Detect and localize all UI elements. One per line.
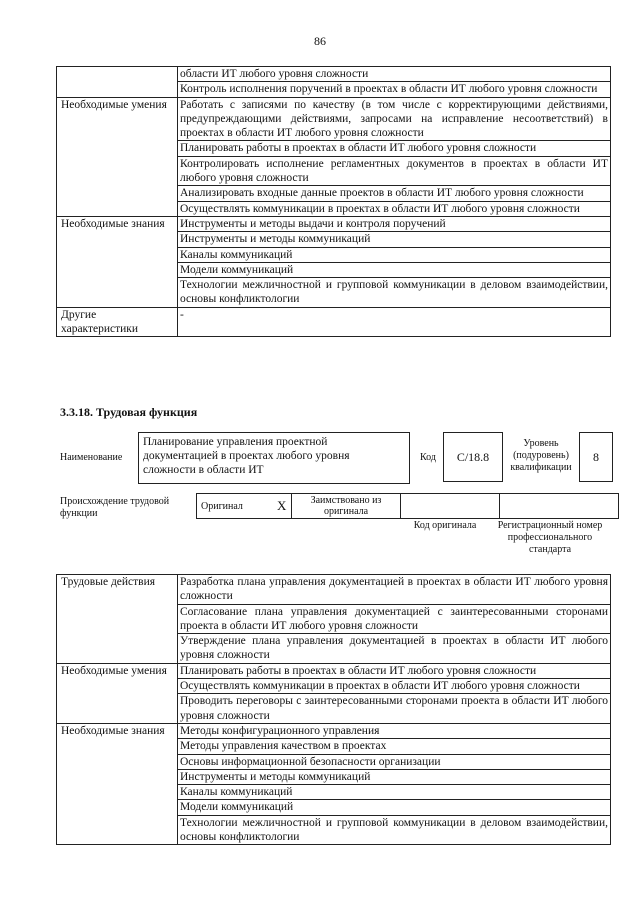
row-text: Технологии межличностной и групповой коммуникации в деловом взаимодействии, основы конфликтологии — [178, 278, 611, 308]
table-row — [57, 723, 611, 738]
row-text: Утверждение плана управления документацией в проектах в области ИТ любого уровня сложности — [178, 634, 611, 664]
table-row — [57, 307, 611, 337]
row-category-label: Необходимые знания — [57, 216, 178, 307]
origin-table — [196, 493, 619, 519]
name-label: Наименование — [60, 452, 123, 463]
row-text: Методы управления качеством в проектах — [178, 739, 611, 754]
reg-number-cell — [500, 494, 619, 519]
table-row — [57, 216, 611, 231]
row-text: Инструменты и методы коммуникаций — [178, 769, 611, 784]
code-label: Код — [420, 452, 436, 463]
row-text: - — [178, 307, 611, 337]
row-text: Проводить переговоры с заинтересованными сторонами проекта в области ИТ любого уровня сложности — [178, 694, 611, 724]
row-text: Осуществлять коммуникации в проектах в области ИТ любого уровня сложности — [178, 201, 611, 216]
qualification-level-box: 8 — [579, 432, 613, 482]
row-category-label — [57, 67, 178, 98]
function-name-box: Планирование управления проектной документацией в проектах любого уровня сложности в области ИТ — [138, 432, 410, 484]
row-text: Планировать работы в проектах в области ИТ любого уровня сложности — [178, 663, 611, 678]
row-category-label: Необходимые умения — [57, 97, 178, 216]
row-text: Основы информационной безопасности организации — [178, 754, 611, 769]
code-original-cell — [401, 494, 500, 519]
original-label: Оригинал — [197, 494, 274, 519]
row-text: Контроль исполнения поручений в проектах в области ИТ любого уровня сложности — [178, 82, 611, 97]
function-code-box: С/18.8 — [443, 432, 503, 482]
row-text: Инструменты и методы выдачи и контроля поручений — [178, 216, 611, 231]
row-text: Контролировать исполнение регламентных документов в проектах в области ИТ любого уровня сложности — [178, 156, 611, 186]
row-text: Модели коммуникаций — [178, 800, 611, 815]
table-labor-function-details — [56, 574, 611, 845]
row-text: Каналы коммуникаций — [178, 247, 611, 262]
row-category-label: Необходимые умения — [57, 663, 178, 723]
row-text: Технологии межличностной и групповой коммуникации в деловом взаимодействии, основы конфликтологии — [178, 815, 611, 845]
table-row — [57, 663, 611, 678]
row-text: Работать с записями по качеству (в том числе с корректирующими действиями, предупреждающими действиями, запросами на исправление несоответствий) в проектах в области ИТ любого уровня сложности — [178, 97, 611, 141]
reg-number-label: Регистрационный номер профессионального стандарта — [497, 520, 603, 555]
origin-label: Происхождение трудовой функции — [60, 496, 170, 519]
table-row — [57, 575, 611, 605]
row-text: Планировать работы в проектах в области ИТ любого уровня сложности — [178, 141, 611, 156]
row-text: Методы конфигурационного управления — [178, 723, 611, 738]
level-label: Уровень (подуровень) квалификации — [510, 438, 572, 473]
section-heading: 3.3.18. Трудовая функция — [60, 405, 198, 419]
row-text: области ИТ любого уровня сложности — [178, 67, 611, 82]
original-mark: X — [273, 494, 292, 519]
table-row — [57, 67, 611, 82]
row-text: Осуществлять коммуникации в проектах в области ИТ любого уровня сложности — [178, 679, 611, 694]
row-text: Инструменты и методы коммуникаций — [178, 232, 611, 247]
table-row — [57, 97, 611, 141]
row-text: Разработка плана управления документацией в проектах в области ИТ любого уровня сложности — [178, 575, 611, 605]
row-text: Каналы коммуникаций — [178, 785, 611, 800]
table-skills-knowledge-continued — [56, 66, 611, 337]
row-text: Согласование плана управления документацией с заинтересованными сторонами проекта в области ИТ любого уровня сложности — [178, 604, 611, 634]
row-text: Модели коммуникаций — [178, 262, 611, 277]
code-original-label: Код оригинала — [413, 520, 477, 531]
borrowed-label: Заимствовано из оригинала — [292, 494, 401, 519]
page-number: 86 — [314, 34, 326, 48]
row-category-label: Трудовые действия — [57, 575, 178, 664]
row-category-label: Необходимые знания — [57, 723, 178, 844]
row-category-label: Другие характеристики — [57, 307, 178, 337]
row-text: Анализировать входные данные проектов в области ИТ любого уровня сложности — [178, 186, 611, 201]
